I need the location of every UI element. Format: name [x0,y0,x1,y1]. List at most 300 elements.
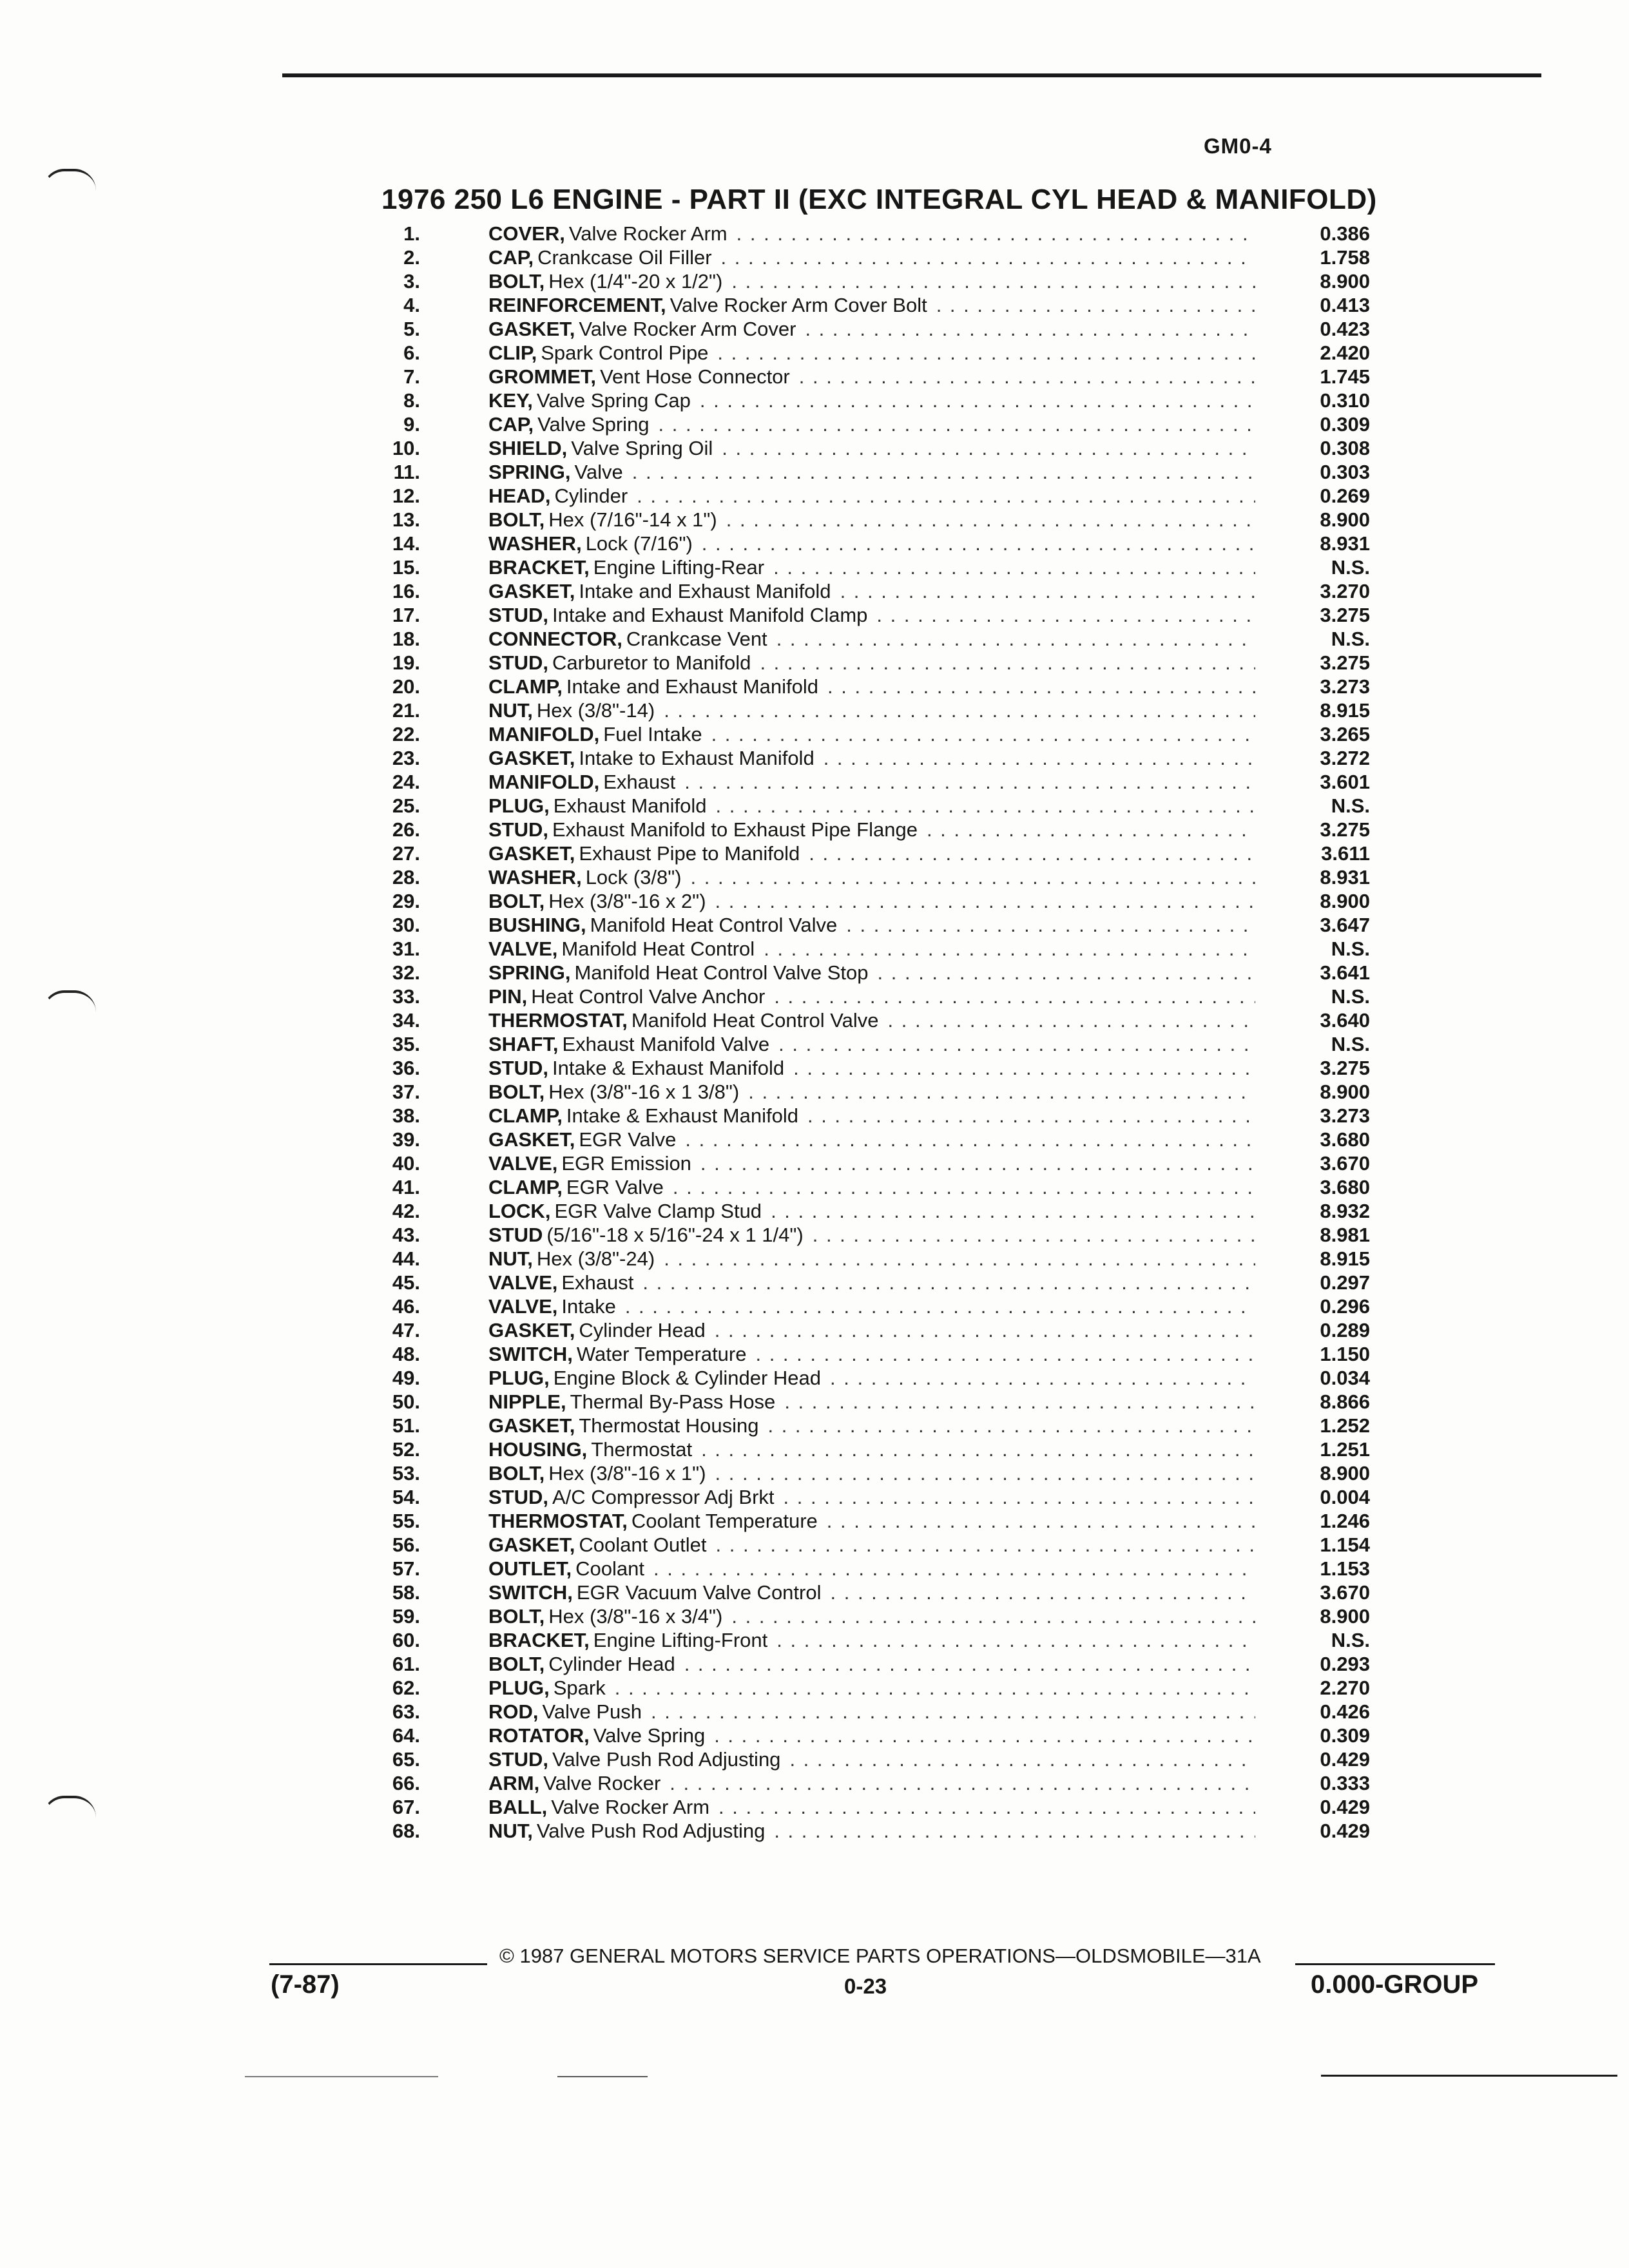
part-number: 1. [403,222,420,245]
part-name: SPRING, [488,461,571,483]
group-number: 8.900 [1320,1605,1370,1628]
part-detail: EGR Valve [579,1128,677,1151]
group-number: 3.275 [1320,818,1370,841]
part-name: SHIELD, [488,437,568,459]
part-description [488,1175,1255,1199]
part-description [488,1342,1255,1366]
part-detail: Cylinder Head [579,1319,706,1341]
part-number: 64. [392,1724,420,1747]
part-row [380,913,1385,937]
leader-dots [616,1294,1255,1318]
part-description [488,913,1255,937]
part-detail: Exhaust Pipe to Manifold [579,842,800,865]
leader-dots [713,436,1255,460]
part-number: 37. [392,1081,420,1103]
part-detail: Valve Push [542,1700,642,1723]
part-detail: Exhaust Manifold [553,794,707,817]
punch-hole-mark [43,169,96,191]
group-number: 3.640 [1320,1009,1370,1032]
part-detail: Valve Spring [593,1724,706,1747]
part-detail: Hex (3/8"-24) [536,1247,655,1270]
group-number: 3.275 [1320,1057,1370,1079]
part-name: NUT, [488,1820,533,1842]
part-row [380,389,1385,412]
part-number: 12. [392,485,420,507]
part-description [488,1151,1255,1175]
part-row [380,1366,1385,1390]
part-number: 49. [392,1367,420,1389]
group-number: 3.641 [1320,961,1370,984]
part-description [488,1533,1255,1557]
leader-dots [606,1676,1255,1700]
part-name: WASHER, [488,532,582,555]
part-number: 61. [392,1653,420,1675]
bottom-rule [557,2076,648,2077]
part-name: BOLT, [488,1081,545,1103]
part-name: NIPPLE, [488,1390,566,1413]
part-row [380,460,1385,484]
group-number: 8.915 [1320,699,1370,722]
part-row [380,1509,1385,1533]
leader-dots [918,818,1255,841]
group-number: 0.429 [1320,1796,1370,1818]
punch-hole-mark [43,990,96,1012]
part-name: SPRING, [488,961,571,984]
leader-dots [765,985,1255,1008]
leader-dots [821,1366,1255,1390]
part-row [380,865,1385,889]
part-detail: A/C Compressor Adj Brkt [552,1486,775,1508]
part-number: 60. [392,1629,420,1651]
group-number: 8.900 [1320,508,1370,531]
part-row [380,436,1385,460]
part-name: CAP, [488,246,534,269]
part-number: 35. [392,1033,420,1055]
group-number: 0.293 [1320,1653,1370,1675]
part-row [380,1581,1385,1604]
part-description [488,865,1255,889]
part-name: CLAMP, [488,675,563,698]
part-name: PIN, [488,985,528,1008]
part-name: ROD, [488,1700,539,1723]
part-name: STUD, [488,1486,548,1508]
part-row [380,1533,1385,1557]
part-detail: Valve [574,461,623,483]
part-row [380,1151,1385,1175]
part-number: 27. [392,842,420,865]
leader-dots [746,1342,1255,1366]
leader-dots [691,1151,1255,1175]
part-detail: Hex (3/8"-16 x 1") [548,1462,706,1485]
part-description [488,1271,1255,1294]
part-name: NUT, [488,1247,533,1270]
group-number: 3.601 [1320,771,1370,793]
part-detail: Intake to Exhaust Manifold [579,747,815,769]
part-detail: Heat Control Valve Anchor [531,985,766,1008]
part-detail: Intake and Exhaust Manifold [579,580,831,602]
part-description [488,985,1255,1008]
group-number: 0.429 [1320,1820,1370,1842]
part-description [488,651,1255,675]
part-name: BOLT, [488,508,545,531]
group-number: 0.297 [1320,1271,1370,1294]
part-row [380,1819,1385,1843]
part-name: CLAMP, [488,1176,563,1198]
leader-dots [650,412,1255,436]
group-number: 3.680 [1320,1128,1370,1151]
leader-dots [767,1628,1255,1652]
document-title: 1976 250 L6 ENGINE - PART II (EXC INTEGRAL CYL HEAD & MANIFOLD) [381,184,1377,215]
part-description [488,1557,1255,1581]
part-name: GASKET, [488,1128,575,1151]
leader-dots [728,222,1255,245]
part-description [488,222,1255,245]
part-name: GASKET, [488,747,575,769]
part-row [380,1032,1385,1056]
part-detail: Exhaust Manifold Valve [562,1033,770,1055]
part-detail: Engine Block & Cylinder Head [553,1367,822,1389]
part-row [380,889,1385,913]
group-number: 8.931 [1320,866,1370,889]
part-detail: Cylinder [554,485,628,507]
part-description [488,698,1255,722]
part-number: 13. [392,508,420,531]
group-number: 1.758 [1320,246,1370,269]
part-row [380,1199,1385,1223]
part-name: STUD, [488,1057,548,1079]
part-row [380,1437,1385,1461]
part-name: BOLT, [488,1462,545,1485]
group-number: 3.273 [1320,675,1370,698]
part-row [380,1676,1385,1700]
part-detail: Hex (7/16"-14 x 1") [548,508,717,531]
group-number: 0.429 [1320,1748,1370,1771]
part-description [488,341,1255,365]
part-number: 24. [392,771,420,793]
part-number: 44. [392,1247,420,1270]
leader-dots [706,1318,1255,1342]
group-number: 3.265 [1320,723,1370,745]
leader-dots [705,1724,1255,1747]
leader-dots [709,1795,1255,1819]
group-number: 3.670 [1320,1581,1370,1604]
part-number: 19. [392,651,420,674]
part-number: 17. [392,604,420,626]
part-detail: Crankcase Vent [626,628,767,650]
part-number: 32. [392,961,420,984]
part-description [488,389,1255,412]
part-name: GASKET, [488,580,575,602]
part-detail: Hex (1/4"-20 x 1/2") [548,270,723,293]
group-number: 1.252 [1320,1414,1370,1437]
group-number: 1.153 [1320,1557,1370,1580]
part-number: 62. [392,1677,420,1699]
part-description [488,1104,1255,1128]
part-number: 67. [392,1796,420,1818]
group-number: 8.900 [1320,1462,1370,1485]
part-row [380,1008,1385,1032]
part-row [380,412,1385,436]
part-number: 65. [392,1748,420,1771]
part-name: CAP, [488,413,534,436]
part-number: 29. [392,890,420,912]
part-row [380,508,1385,532]
part-row [380,1604,1385,1628]
part-detail: Coolant Outlet [579,1533,707,1556]
group-number: 0.310 [1320,389,1370,412]
part-description [488,794,1255,818]
part-name: PLUG, [488,1367,550,1389]
part-detail: Valve Rocker Arm [568,222,728,245]
footer-rule-right [1295,1963,1495,1965]
part-description [488,937,1255,961]
part-description [488,1128,1255,1151]
leader-dots [739,1080,1255,1104]
group-number: 3.611 [1321,842,1370,865]
part-name: GASKET, [488,842,575,865]
part-name: CONNECTOR, [488,628,622,650]
part-detail: Crankcase Oil Filler [537,246,712,269]
part-detail: Exhaust [561,1271,634,1294]
part-name: PLUG, [488,794,550,817]
group-number: 3.680 [1320,1176,1370,1198]
part-detail: EGR Valve [566,1176,664,1198]
part-row [380,1795,1385,1819]
leader-dots [712,245,1255,269]
part-detail: Cylinder Head [548,1653,675,1675]
part-row [380,722,1385,746]
part-description [488,1008,1255,1032]
part-name: STUD, [488,1748,548,1771]
part-number: 50. [392,1390,420,1413]
part-name: OUTLET, [488,1557,572,1580]
part-number: 45. [392,1271,420,1294]
leader-dots [717,508,1255,532]
part-name: BOLT, [488,890,545,912]
part-description [488,1795,1255,1819]
leader-dots [818,675,1255,698]
part-name: REINFORCEMENT, [488,294,666,316]
group-number: N.S. [1331,628,1370,650]
part-number: 3. [403,270,420,293]
leader-dots [758,1414,1255,1437]
part-name: GASKET, [488,318,575,340]
part-description [488,1819,1255,1843]
part-name: STUD, [488,818,548,841]
footer-rule-left [269,1963,487,1965]
leader-dots [867,603,1255,627]
part-row [380,1223,1385,1247]
part-description [488,1628,1255,1652]
part-description [488,961,1255,985]
part-number: 59. [392,1605,420,1628]
part-row [380,293,1385,317]
part-description [488,1676,1255,1700]
leader-dots [818,1509,1255,1533]
part-name: KEY, [488,389,533,412]
part-detail: Exhaust Manifold to Exhaust Pipe Flange [552,818,918,841]
part-number: 31. [392,937,420,960]
leader-dots [822,1581,1256,1604]
part-description [488,579,1255,603]
leader-dots [798,1104,1255,1128]
part-name: BOLT, [488,1653,545,1675]
leader-dots [775,1390,1255,1414]
group-number: 3.273 [1320,1104,1370,1127]
part-row [380,317,1385,341]
leader-dots [796,317,1255,341]
part-name: STUD [488,1224,543,1246]
part-detail: Valve Rocker Arm [551,1796,710,1818]
part-row [380,532,1385,555]
part-name: ROTATOR, [488,1724,590,1747]
part-row [380,1414,1385,1437]
part-name: ARM, [488,1772,540,1794]
part-detail: Valve Push Rod Adjusting [536,1820,766,1842]
part-name: MANIFOLD, [488,723,600,745]
part-row [380,1294,1385,1318]
part-name: SWITCH, [488,1343,573,1365]
leader-dots [775,1485,1255,1509]
part-number: 39. [392,1128,420,1151]
part-row [380,222,1385,245]
part-name: SHAFT, [488,1033,559,1055]
part-detail: Engine Lifting-Rear [593,556,765,579]
part-detail: Carburetor to Manifold [552,651,751,674]
part-number: 8. [403,389,420,412]
group-number: 1.251 [1320,1438,1370,1461]
part-description [488,1509,1255,1533]
group-number: 0.333 [1320,1772,1370,1794]
part-number: 7. [403,365,420,388]
part-detail: Thermostat Housing [579,1414,759,1437]
part-description [488,532,1255,555]
part-description [488,1294,1255,1318]
leader-dots [790,365,1255,389]
part-description [488,746,1255,770]
part-name: BUSHING, [488,914,586,936]
group-number: 8.900 [1320,890,1370,912]
part-detail: Valve Push Rod Adjusting [552,1748,781,1771]
part-row [380,1628,1385,1652]
leader-dots [655,1247,1255,1271]
part-detail: Spark [553,1677,606,1699]
group-number: 0.413 [1320,294,1370,316]
part-detail: Manifold Heat Control Valve [631,1009,879,1032]
part-detail: Thermostat [591,1438,693,1461]
leader-dots [655,698,1255,722]
part-number: 5. [403,318,420,340]
part-detail: Intake & Exhaust Manifold [552,1057,785,1079]
part-name: SWITCH, [488,1581,573,1604]
leader-dots [707,1533,1255,1557]
part-row [380,1128,1385,1151]
part-description [488,293,1255,317]
part-name: PLUG, [488,1677,550,1699]
leader-dots [706,889,1255,913]
part-detail: Hex (3/8"-16 x 3/4") [548,1605,723,1628]
part-description [488,603,1255,627]
part-description [488,1485,1255,1509]
group-number: 8.932 [1320,1200,1370,1222]
group-number: 8.981 [1320,1224,1370,1246]
group-number: 0.296 [1320,1295,1370,1318]
group-number: 0.308 [1320,437,1370,459]
part-row [380,985,1385,1008]
part-row [380,1557,1385,1581]
leader-dots [764,555,1255,579]
part-number: 63. [392,1700,420,1723]
leader-dots [722,269,1255,293]
part-name: HOUSING, [488,1438,588,1461]
part-number: 42. [392,1200,420,1222]
part-description [488,1247,1255,1271]
part-name: THERMOSTAT, [488,1510,628,1532]
part-number: 55. [392,1510,420,1532]
part-description [488,675,1255,698]
group-number: N.S. [1331,937,1370,960]
part-number: 66. [392,1772,420,1794]
group-number: N.S. [1331,1033,1370,1055]
part-row [380,1271,1385,1294]
part-description [488,412,1255,436]
group-number: 1.246 [1320,1510,1370,1532]
group-number: 0.386 [1320,222,1370,245]
part-row [380,1318,1385,1342]
leader-dots [755,937,1255,961]
part-row [380,1080,1385,1104]
group-number: 0.309 [1320,1724,1370,1747]
part-detail: Valve Rocker Arm Cover [579,318,796,340]
bottom-rule [1321,2075,1617,2077]
leader-dots [767,627,1255,651]
group-number: 0.423 [1320,318,1370,340]
part-row [380,1247,1385,1271]
part-name: BRACKET, [488,556,590,579]
leader-dots [676,1128,1255,1151]
group-number: 0.004 [1320,1486,1370,1508]
leader-dots [702,722,1255,746]
part-row [380,698,1385,722]
group-number: 8.900 [1320,270,1370,293]
part-description [488,627,1255,651]
part-row [380,841,1385,865]
part-number: 43. [392,1224,420,1246]
part-number: 11. [393,461,420,483]
part-name: VALVE, [488,1152,558,1175]
group-number: 8.931 [1320,532,1370,555]
part-detail: Exhaust [603,771,676,793]
part-description [488,1724,1255,1747]
leader-dots [660,1771,1255,1795]
part-row [380,1342,1385,1366]
part-number: 57. [392,1557,420,1580]
part-number: 46. [392,1295,420,1318]
part-row [380,484,1385,508]
part-number: 21. [392,699,420,722]
part-detail: Thermal By-Pass Hose [570,1390,776,1413]
part-detail: Fuel Intake [603,723,702,745]
leader-dots [765,1819,1255,1843]
group-number: 0.309 [1320,413,1370,436]
leader-dots [664,1175,1255,1199]
part-detail: Manifold Heat Control Valve [590,914,838,936]
part-description [488,1366,1255,1390]
part-detail: Valve Spring [537,413,650,436]
part-row [380,675,1385,698]
part-row [380,746,1385,770]
leader-dots [691,389,1255,412]
